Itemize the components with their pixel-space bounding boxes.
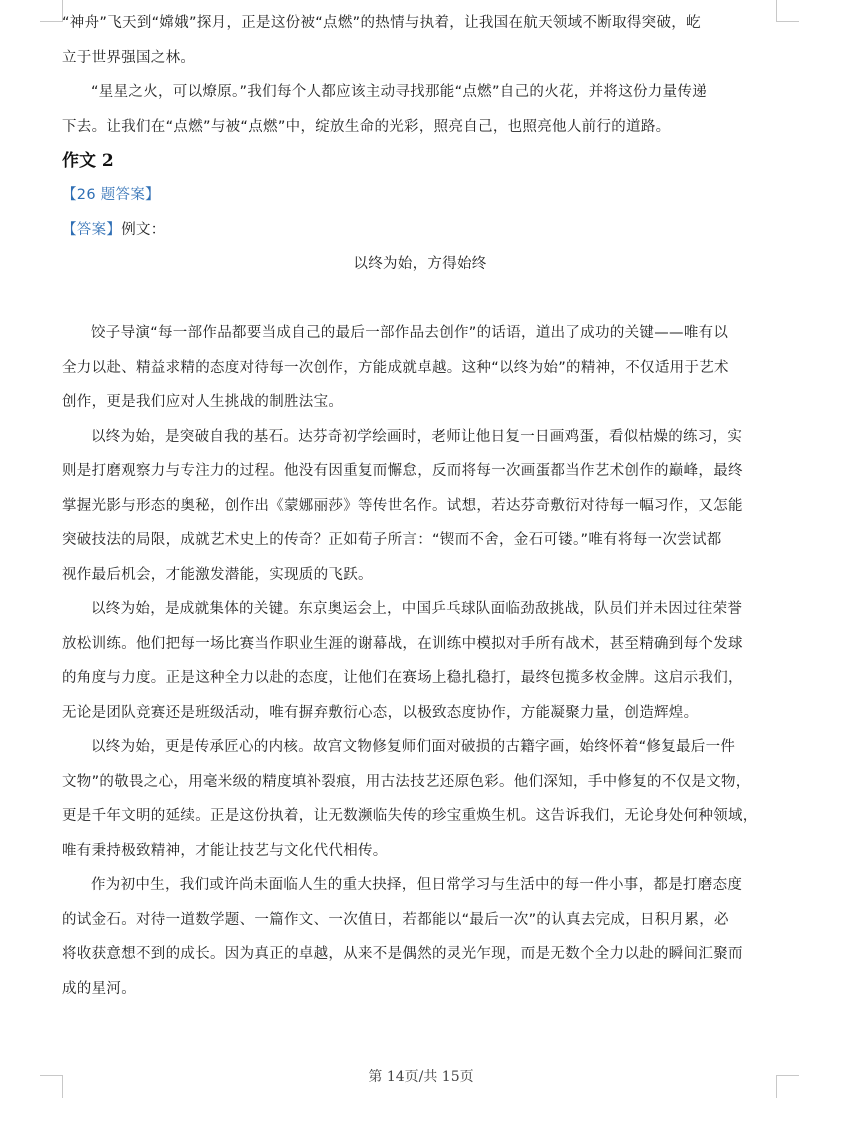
document-page — [62, 6, 778, 1006]
essay-title: 以终为始，方得始终 — [353, 256, 487, 272]
text-line: 唯有秉持极致精神，才能让技艺与文化代代相传。 — [62, 842, 388, 859]
text-line: 视作最后机会，才能激发潜能，实现质的飞跃。 — [62, 566, 373, 583]
text-line: 全力以赴、精益求精的态度对待每一次创作，方能成就卓越。这种“以终为始”的精神，不仅适用于艺术 — [62, 359, 729, 376]
paragraph-5 — [62, 868, 778, 1006]
crop-mark-top-right — [776, 0, 799, 22]
text-line: 饺子导演“每一部作品都要当成自己的最后一部作品去创作”的话语，道出了成功的关键——唯有以 — [91, 325, 729, 341]
answer-tag: 【26 题答案】 — [62, 187, 160, 203]
text-line: 的试金石。对待一道数学题、一篇作文、一次值日，若都能以“最后一次”的认真去完成，日积月累，必 — [62, 911, 729, 928]
text-line: “星星之火，可以燎原。”我们每个人都应该主动寻找那能“点燃”自己的火花，并将这份力量传递 — [91, 84, 707, 100]
paragraph-4 — [62, 730, 778, 868]
text-line: 文物”的敬畏之心，用毫米级的精度填补裂痕，用古法技艺还原色彩。他们深知，手中修复的不仅是文物， — [62, 773, 751, 790]
paragraph-3 — [62, 592, 778, 730]
text-line: 突破技法的局限，成就艺术史上的传奇？正如荀子所言：“锲而不舍，金石可镂。”唯有将每一次尝试都 — [62, 532, 722, 548]
text-line: 更是千年文明的延续。正是这份执着，让无数濒临失传的珍宝重焕生机。这告诉我们，无论身处何种领域， — [62, 808, 758, 824]
answer-label — [62, 213, 778, 248]
text-line: 以终为始，是突破自我的基石。达芬奇初学绘画时，老师让他日复一日画鸡蛋，看似枯燥的练习，实 — [91, 428, 743, 445]
text-line: 掌握光影与形态的奥秘，创作出《蒙娜丽莎》等传世名作。试想，若达芬奇敷衍对待每一幅习作，又怎能 — [62, 497, 743, 514]
paragraph-fire — [62, 75, 778, 144]
text-line: 以终为始，是成就集体的关键。东京奥运会上，中国乒乓球队面临劲敌挑战，队员们并未因过往荣誉 — [91, 601, 743, 617]
text-line: 立于世界强国之林。 — [62, 49, 196, 66]
answer-label-text: 例文： — [121, 221, 166, 238]
paragraph-2 — [62, 420, 778, 593]
text-line: 创作，更是我们应对人生挑战的制胜法宝。 — [62, 394, 344, 410]
blank-line — [62, 282, 778, 317]
text-line: 则是打磨观察力与专注力的过程。他没有因重复而懈怠，反而将每一次画蛋都当作艺术创作的巅峰，最终 — [62, 463, 743, 479]
text-line: 成的星河。 — [62, 980, 136, 997]
answer-tag-label: 【答案】 — [62, 221, 122, 238]
crop-mark-top-left — [40, 0, 63, 22]
text-line: 将收获意想不到的成长。因为真正的卓越，从来不是偶然的灵光乍现，而是无数个全力以赴的瞬间汇聚而 — [62, 946, 743, 962]
text-line: 下去。让我们在“点燃”与被“点燃”中，绽放生命的光彩，照亮自己，也照亮他人前行的道路。 — [62, 118, 671, 135]
page-number-footer: 第 14页/共 15页 — [368, 1069, 474, 1085]
text-line: 的角度与力度。正是这种全力以赴的态度，让他们在赛场上稳扎稳打，最终包揽多枚金牌。这启示我们， — [62, 670, 743, 686]
text-line: 放松训练。他们把每一场比赛当作职业生涯的谢幕战，在训练中模拟对手所有战术，甚至精确到每个发球 — [62, 635, 743, 652]
text-line: “神舟”飞天到“嫦娥”探月，正是这份被“点燃”的热情与执着，让我国在航天领域不断取得突破，屹 — [62, 15, 701, 31]
text-line: 以终为始，更是传承匠心的内核。故宫文物修复师们面对破损的古籍字画，始终怀着“修复最后一件 — [91, 739, 736, 755]
text-line: 无论是团队竞赛还是班级活动，唯有摒弃敷衍心态，以极致态度协作，方能凝聚力量，创造辉煌。 — [62, 704, 699, 721]
paragraph-1 — [62, 316, 778, 420]
top-paragraph — [62, 6, 778, 75]
essay2-heading: 作文 2 — [62, 151, 114, 171]
text-line: 作为初中生，我们或许尚未面临人生的重大抉择，但日常学习与生活中的每一件小事，都是打磨态度 — [91, 877, 743, 893]
